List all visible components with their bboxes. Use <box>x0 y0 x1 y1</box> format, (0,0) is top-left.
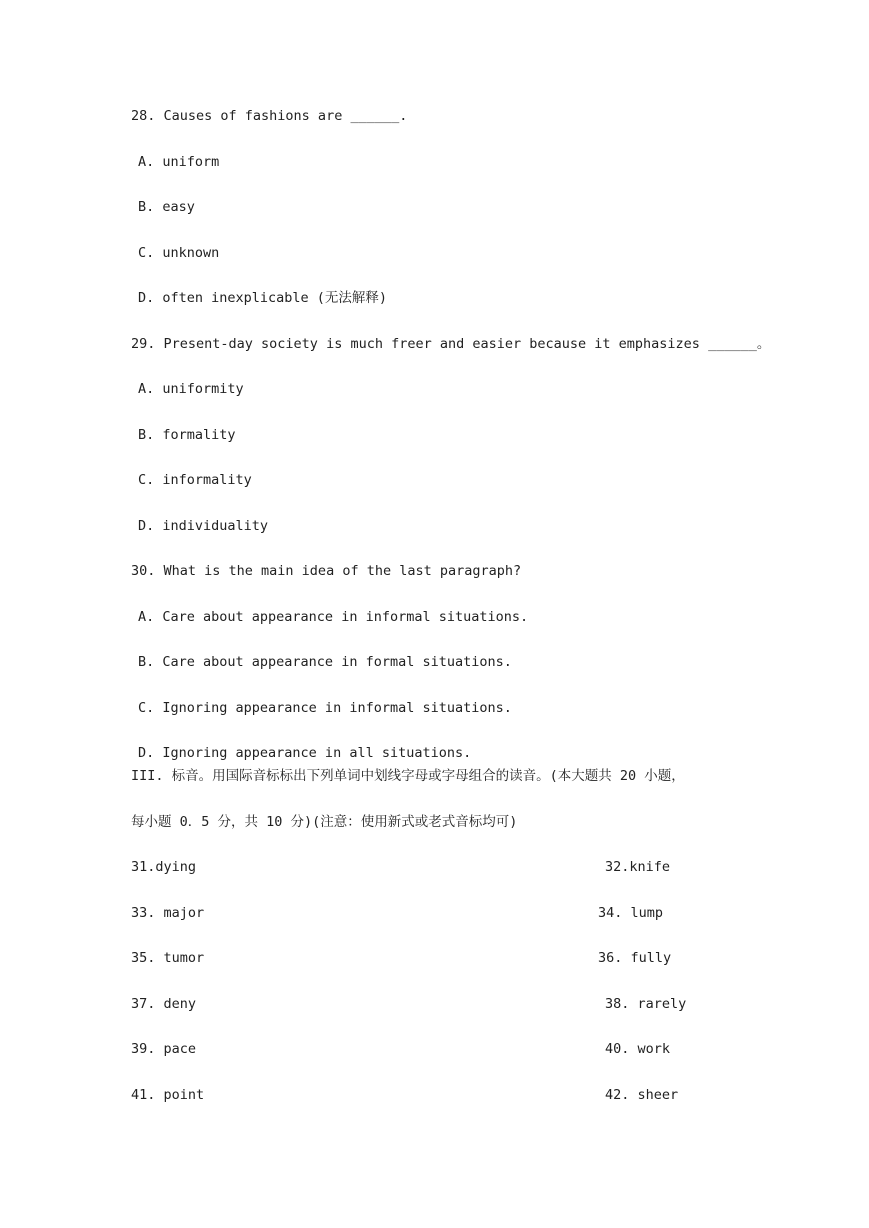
phonetic-item-42: 42. sheer <box>605 1087 679 1103</box>
phonetic-item-38: 38. rarely <box>605 996 687 1012</box>
phonetic-item-37: 37. deny <box>131 996 197 1012</box>
phonetic-item-31: 31.dying <box>131 859 197 875</box>
question-29-option-d: D. individuality <box>138 518 269 534</box>
phonetic-item-32: 32.knife <box>605 859 671 875</box>
question-29-option-a: A. uniformity <box>138 381 244 397</box>
question-28-option-a: A. uniform <box>138 154 220 170</box>
section-3-heading-line2: 每小题 0．5 分，共 10 分)(注意：使用新式或老式音标均可) <box>131 814 518 830</box>
question-30-option-c: C. Ignoring appearance in informal situations. <box>138 700 512 716</box>
phonetic-item-36: 36. fully <box>598 950 672 966</box>
question-30-option-a: A. Care about appearance in informal situations. <box>138 609 529 625</box>
phonetic-item-35: 35. tumor <box>131 950 205 966</box>
phonetic-item-41: 41. point <box>131 1087 205 1103</box>
question-29-option-b: B. formality <box>138 427 236 443</box>
question-28-stem: 28. Causes of fashions are ______. <box>131 108 408 124</box>
phonetic-item-40: 40. work <box>605 1041 671 1057</box>
question-28-option-c: C. unknown <box>138 245 220 261</box>
question-28-option-d: D. often inexplicable (无法解释) <box>138 290 388 306</box>
question-28-option-b: B. easy <box>138 199 195 215</box>
phonetic-item-39: 39. pace <box>131 1041 197 1057</box>
question-30-option-b: B. Care about appearance in formal situations. <box>138 654 512 670</box>
question-30-stem: 30. What is the main idea of the last paragraph? <box>131 563 522 579</box>
question-30-option-d: D. Ignoring appearance in all situations. <box>138 745 472 761</box>
question-29-option-c: C. informality <box>138 472 252 488</box>
phonetic-item-34: 34. lump <box>598 905 664 921</box>
question-29-stem: 29. Present-day society is much freer and easier because it emphasizes ______。 <box>131 336 771 352</box>
phonetic-item-33: 33. major <box>131 905 205 921</box>
section-3-heading-line1: III. 标音。用国际音标标出下列单词中划线字母或字母组合的读音。(本大题共 20 小题， <box>131 768 685 784</box>
